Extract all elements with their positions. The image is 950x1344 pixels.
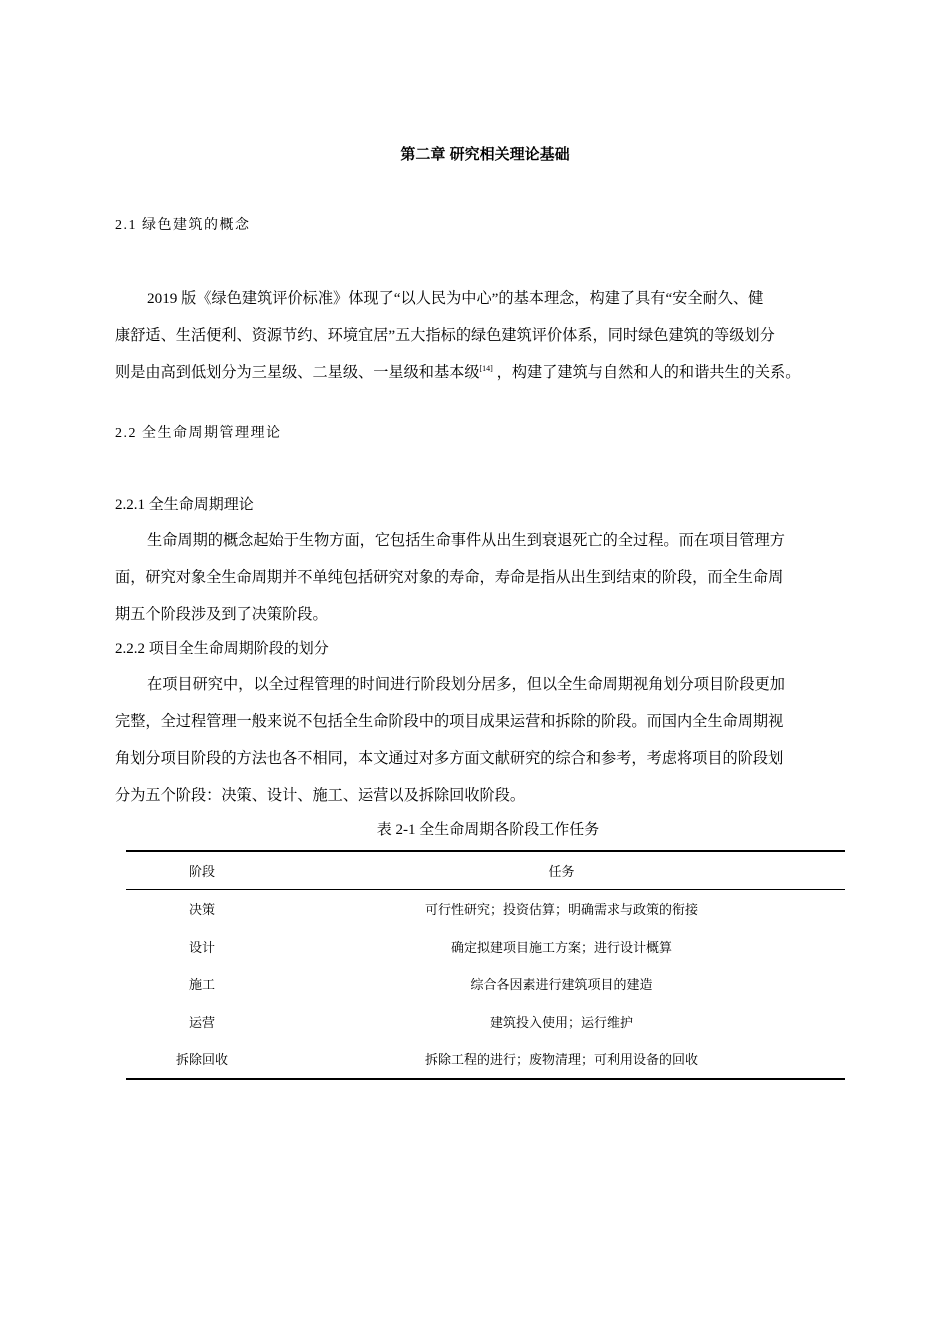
cell-stage: 拆除回收 bbox=[175, 1052, 228, 1068]
table-row bbox=[126, 1040, 845, 1079]
citation-ref: [14] bbox=[479, 364, 493, 373]
stage-task-table bbox=[126, 850, 845, 1080]
stage-task-table-container bbox=[126, 850, 845, 1080]
paragraph-line: 在项目研究中，以全过程管理的时间进行阶段划分居多，但以全生命周期视角划分项目阶段更加 bbox=[147, 676, 785, 693]
subsection-heading-2-2-1: 2.2.1 全生命周期理论 bbox=[115, 497, 254, 513]
cell-stage: 设计 bbox=[188, 939, 215, 955]
table-row bbox=[126, 965, 845, 1003]
table-row bbox=[126, 1003, 845, 1041]
cell-stage: 决策 bbox=[188, 902, 215, 918]
paragraph-line: 角划分项目阶段的方法也各不相同，本文通过对多方面文献研究的综合和参考，考虑将项目的阶段划 bbox=[115, 750, 784, 767]
paragraph-line: 分为五个阶段：决策、设计、施工、运营以及拆除回收阶段。 bbox=[115, 787, 526, 804]
section-heading-2-1: 2.1 绿色建筑的概念 bbox=[115, 218, 251, 233]
table-caption: 表 2-1 全生命周期各阶段工作任务 bbox=[376, 822, 600, 838]
paragraph-line: 康舒适、生活便利、资源节约、环境宜居”五大指标的绿色建筑评价体系，同时绿色建筑的等级划分 bbox=[115, 327, 775, 344]
paragraph-line: 2019 版《绿色建筑评价标准》体现了“以人民为中心”的基本理念，构建了具有“安全耐久、健 bbox=[147, 290, 764, 307]
paragraph-line: 期五个阶段涉及到了决策阶段。 bbox=[115, 606, 328, 623]
table-row bbox=[126, 890, 845, 928]
subsection-heading-2-2-2: 2.2.2 项目全生命周期阶段的划分 bbox=[115, 641, 329, 657]
cell-task: 综合各因素进行建筑项目的建造 bbox=[470, 977, 653, 993]
paragraph-line: 面，研究对象全生命周期并不单纯包括研究对象的寿命，寿命是指从出生到结束的阶段，而全生命周 bbox=[115, 569, 784, 586]
table-row bbox=[126, 928, 845, 966]
chapter-title: 第二章 研究相关理论基础 bbox=[400, 146, 570, 163]
cell-task: 可行性研究；投资估算；明确需求与政策的衔接 bbox=[424, 902, 698, 918]
header-task: 任务 bbox=[548, 864, 575, 879]
cell-stage: 运营 bbox=[188, 1014, 215, 1030]
header-stage: 阶段 bbox=[188, 864, 215, 879]
paragraph-text: ，构建了建筑与自然和人的和谐共生的关系。 bbox=[492, 364, 801, 381]
paragraph-line: 完整，全过程管理一般来说不包括全生命阶段中的项目成果运营和拆除的阶段。而国内全生命周期视 bbox=[115, 713, 784, 730]
cell-task: 确定拟建项目施工方案；进行设计概算 bbox=[450, 939, 672, 955]
section-heading-2-2: 2.2 全生命周期管理理论 bbox=[115, 426, 282, 441]
cell-task: 建筑投入使用；运行维护 bbox=[489, 1014, 633, 1030]
paragraph-text: 则是由高到低划分为三星级、二星级、一星级和基本级 bbox=[115, 364, 480, 381]
paragraph-line bbox=[115, 361, 800, 382]
cell-task: 拆除工程的进行；废物清理；可利用设备的回收 bbox=[424, 1052, 698, 1068]
cell-stage: 施工 bbox=[188, 977, 215, 993]
paragraph-line: 生命周期的概念起始于生物方面，它包括生命事件从出生到衰退死亡的全过程。而在项目管理方 bbox=[147, 532, 785, 549]
table-header-row bbox=[126, 851, 845, 890]
